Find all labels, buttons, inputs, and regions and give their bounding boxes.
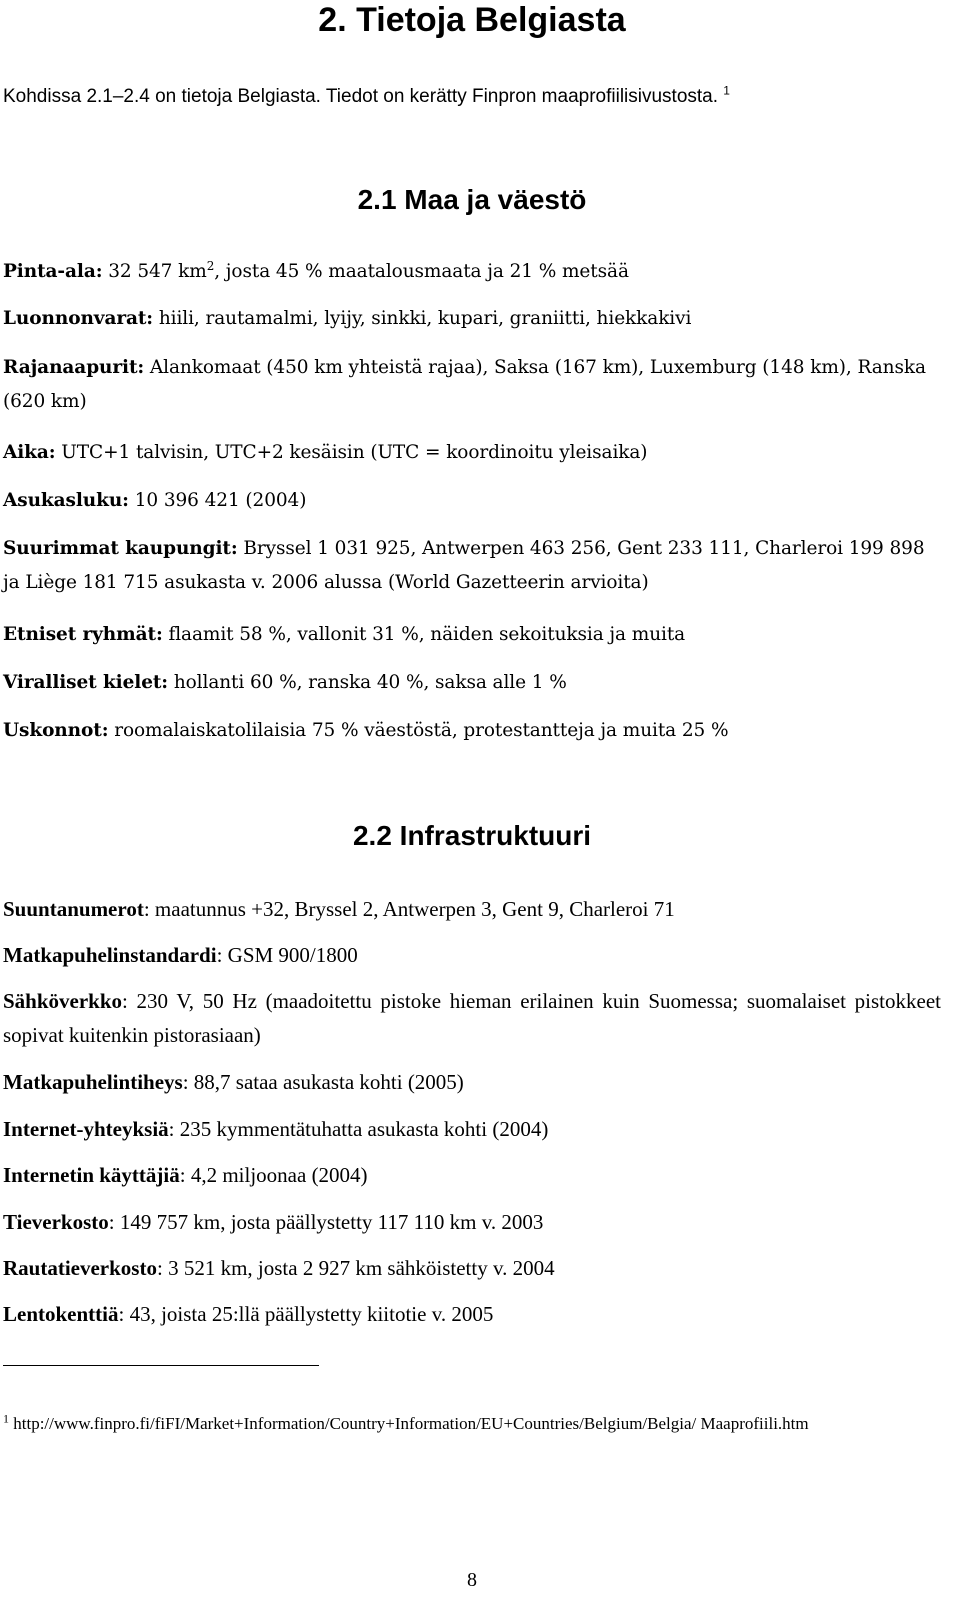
infra-label: Lentokenttiä <box>3 1302 119 1326</box>
fact-value: flaamit 58 %, vallonit 31 %, näiden sekoituksia ja muita <box>162 624 686 645</box>
infra-value: : 149 757 km, josta päällystetty 117 110 km v. 2003 <box>108 1210 544 1234</box>
infra-value: : 230 V, 50 Hz (maadoitettu pistoke hieman erilainen kuin Suomessa; suomalaiset pistokkeet sopivat kuitenkin pistorasiaan) <box>3 989 941 1047</box>
infra-value: : GSM 900/1800 <box>216 943 358 967</box>
fact-languages <box>3 666 943 700</box>
fact-value: 10 396 421 (2004) <box>128 490 307 511</box>
fact-label: Luonnonvarat: <box>3 308 154 329</box>
infra-value: : maatunnus +32, Bryssel 2, Antwerpen 3, Gent 9, Charleroi 71 <box>143 897 675 921</box>
fact-ethnic-groups <box>3 618 943 652</box>
fact-value: roomalaiskatolilaisia 75 % väestöstä, protestantteja ja muita 25 % <box>108 720 729 741</box>
infra-road-network <box>3 1205 943 1239</box>
infra-value: : 4,2 miljoonaa (2004) <box>179 1163 368 1187</box>
fact-label: Viralliset kielet: <box>3 672 169 693</box>
fact-religions <box>3 714 943 748</box>
fact-value: hollanti 60 %, ranska 40 %, saksa alle 1 % <box>168 672 567 693</box>
section-2-heading: 2.2 Infrastruktuuri <box>352 820 592 851</box>
infra-internet-connections <box>3 1112 943 1146</box>
infra-label: Sähköverkko <box>3 989 123 1013</box>
footnote-link-text[interactable]: http://www.finpro.fi/fiFI/Market+Information/Country+Information/EU+Countries/Belgium/Belgia/ Maaprofiili.htm <box>9 1414 809 1433</box>
infra-mobile-standard <box>3 938 943 972</box>
infra-label: Tieverkosto <box>3 1210 109 1234</box>
chapter-heading: 2. Tietoja Belgiasta <box>318 1 626 39</box>
fact-value: Bryssel 1 031 925, Antwerpen 463 256, Gent 233 111, Charleroi 199 898 ja Liège 181 715 asukasta v. 2006 alussa (World Gazetteerin arvioita) <box>3 538 925 593</box>
infra-value: : 235 kymmentätuhatta asukasta kohti (2004) <box>168 1117 549 1141</box>
footnote-separator <box>3 1365 319 1366</box>
infra-value: : 43, joista 25:llä päällystetty kiitotie v. 2005 <box>118 1302 494 1326</box>
fact-population <box>3 484 943 518</box>
fact-value: hiili, rautamalmi, lyijy, sinkki, kupari, graniitti, hiekkakivi <box>153 308 692 329</box>
fact-label: Suurimmat kaupungit: <box>3 538 238 559</box>
fact-label: Uskonnot: <box>3 720 109 741</box>
infra-rail-network <box>3 1251 943 1285</box>
fact-label: Etniset ryhmät: <box>3 624 163 645</box>
infra-label: Suuntanumerot <box>3 897 144 921</box>
footnote <box>3 1410 943 1438</box>
fact-label: Rajanaapurit: <box>3 357 145 378</box>
fact-superscript: 2 <box>206 258 215 273</box>
footnote-number: 1 <box>3 1411 9 1426</box>
fact-cities <box>3 532 943 600</box>
infra-label: Matkapuhelintiheys <box>3 1070 183 1094</box>
fact-area <box>3 255 943 289</box>
infra-label: Matkapuhelinstandardi <box>3 943 217 967</box>
page-number: 8 <box>467 1569 477 1591</box>
infra-value: : 3 521 km, josta 2 927 km sähköistetty v. 2004 <box>156 1256 555 1280</box>
fact-value: UTC+1 talvisin, UTC+2 kesäisin (UTC = koordinoitu yleisaika) <box>55 442 648 463</box>
infra-mobile-density <box>3 1065 943 1099</box>
infra-label: Rautatieverkosto <box>3 1256 157 1280</box>
fact-value-rest: , josta 45 % maatalousmaata ja 21 % metsää <box>214 261 629 282</box>
footnote-ref: 1 <box>723 83 730 98</box>
intro-paragraph <box>3 80 943 114</box>
fact-resources <box>3 302 943 336</box>
infra-value: : 88,7 sataa asukasta kohti (2005) <box>182 1070 464 1094</box>
fact-value: 32 547 km <box>102 261 207 282</box>
intro-text: Kohdissa 2.1–2.4 on tietoja Belgiasta. Tiedot on kerätty Finpron maaprofiilisivustosta. <box>3 86 719 107</box>
fact-time <box>3 436 943 470</box>
infra-label: Internetin käyttäjiä <box>3 1163 180 1187</box>
fact-neighbours <box>3 351 943 419</box>
section-1-heading: 2.1 Maa ja väestö <box>357 184 587 215</box>
infra-internet-users <box>3 1158 943 1192</box>
infra-power-grid <box>3 984 941 1052</box>
fact-label: Pinta-ala: <box>3 261 103 282</box>
infra-airports <box>3 1297 943 1331</box>
fact-value: Alankomaat (450 km yhteistä rajaa), Saksa (167 km), Luxemburg (148 km), Ranska (620 km) <box>3 357 926 412</box>
fact-label: Aika: <box>3 442 56 463</box>
fact-label: Asukasluku: <box>3 490 129 511</box>
infra-dialing-codes <box>3 892 943 926</box>
infra-label: Internet-yhteyksiä <box>3 1117 169 1141</box>
